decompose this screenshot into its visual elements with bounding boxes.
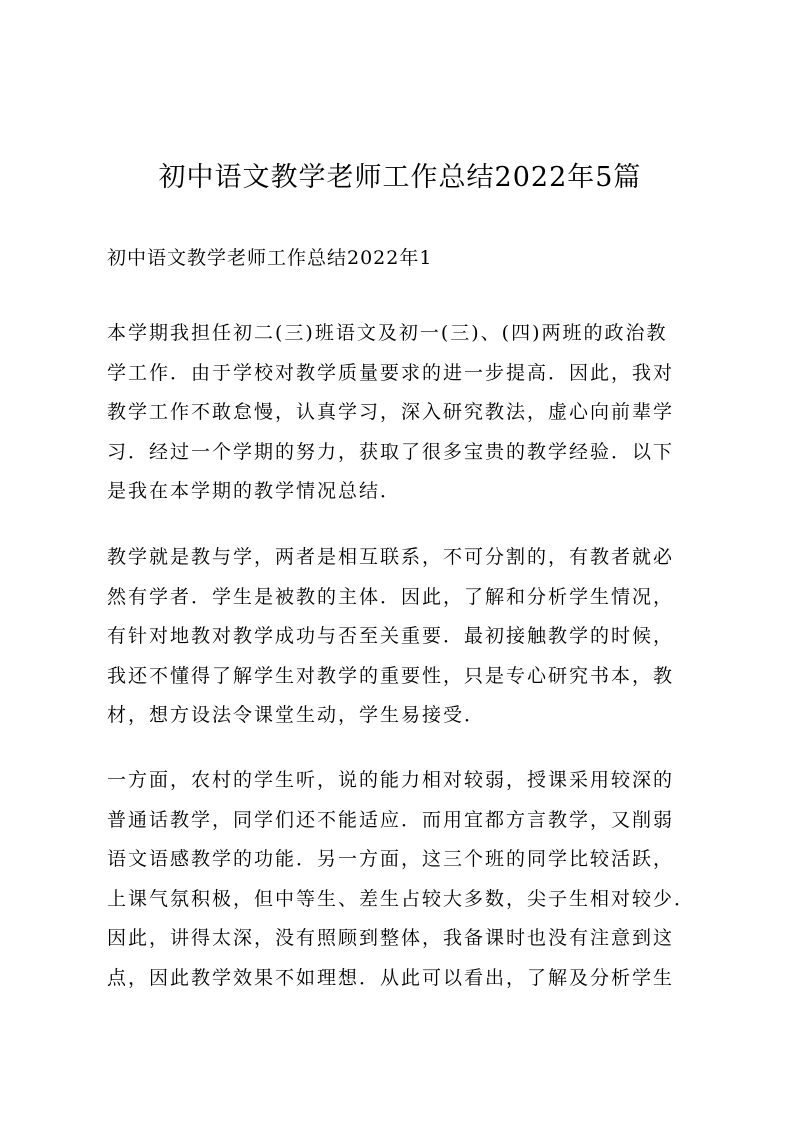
- paragraph-line: 上课气氛积极，但中等生、差生占较大多数，尖子生相对较少．: [107, 887, 696, 910]
- paragraph-line: 教学就是教与学，两者是相互联系，不可分割的，有教者就必: [107, 546, 675, 568]
- paragraph-line: 有针对地教对教学成功与否至关重要．最初接触教学的时候，: [107, 625, 675, 647]
- paragraph-line: 语文语感教学的功能．另一方面，这三个班的同学比较活跃，: [107, 848, 675, 870]
- paragraph-line: 普通话教学，同学们还不能适应．而用宜都方言教学，又削弱: [107, 808, 675, 831]
- paragraph-line: 然有学者．学生是被教的主体．因此，了解和分析学生情况，: [107, 585, 675, 608]
- paragraph-line: 本学期我担任初二(三)班语文及初一(三)、(四)两班的政治教: [107, 322, 668, 344]
- paragraph-line: 材，想方设法令课堂生动，学生易接受．: [107, 704, 486, 726]
- paragraph-line: 学工作．由于学校对教学质量要求的进一步提高．因此，我对: [107, 361, 675, 384]
- section-subtitle: 初中语文教学老师工作总结2022年1: [107, 247, 433, 269]
- paragraph-line: 点，因此教学效果不如理想．从此可以看出，了解及分析学生: [107, 966, 675, 989]
- paragraph-line: 教学工作不敢怠慢，认真学习，深入研究教法，虚心向前辈学: [107, 401, 675, 423]
- paragraph-line: 习．经过一个学期的努力，获取了很多宝贵的教学经验．以下: [107, 440, 675, 463]
- paragraph-line: 因此，讲得太深，没有照顾到整体，我备课时也没有注意到这: [107, 927, 675, 949]
- paragraph-1: [107, 314, 697, 512]
- document-title: 初中语文教学老师工作总结2022年5篇: [158, 162, 642, 193]
- paragraph-line: 是我在本学期的教学情况总结．: [107, 480, 402, 502]
- paragraph-line: 我还不懂得了解学生对教学的重要性，只是专心研究书本，教: [107, 664, 675, 687]
- paragraph-2: [107, 538, 697, 736]
- paragraph-line: 一方面，农村的学生听，说的能力相对较弱，授课采用较深的: [107, 769, 675, 791]
- paragraph-3: [107, 761, 697, 998]
